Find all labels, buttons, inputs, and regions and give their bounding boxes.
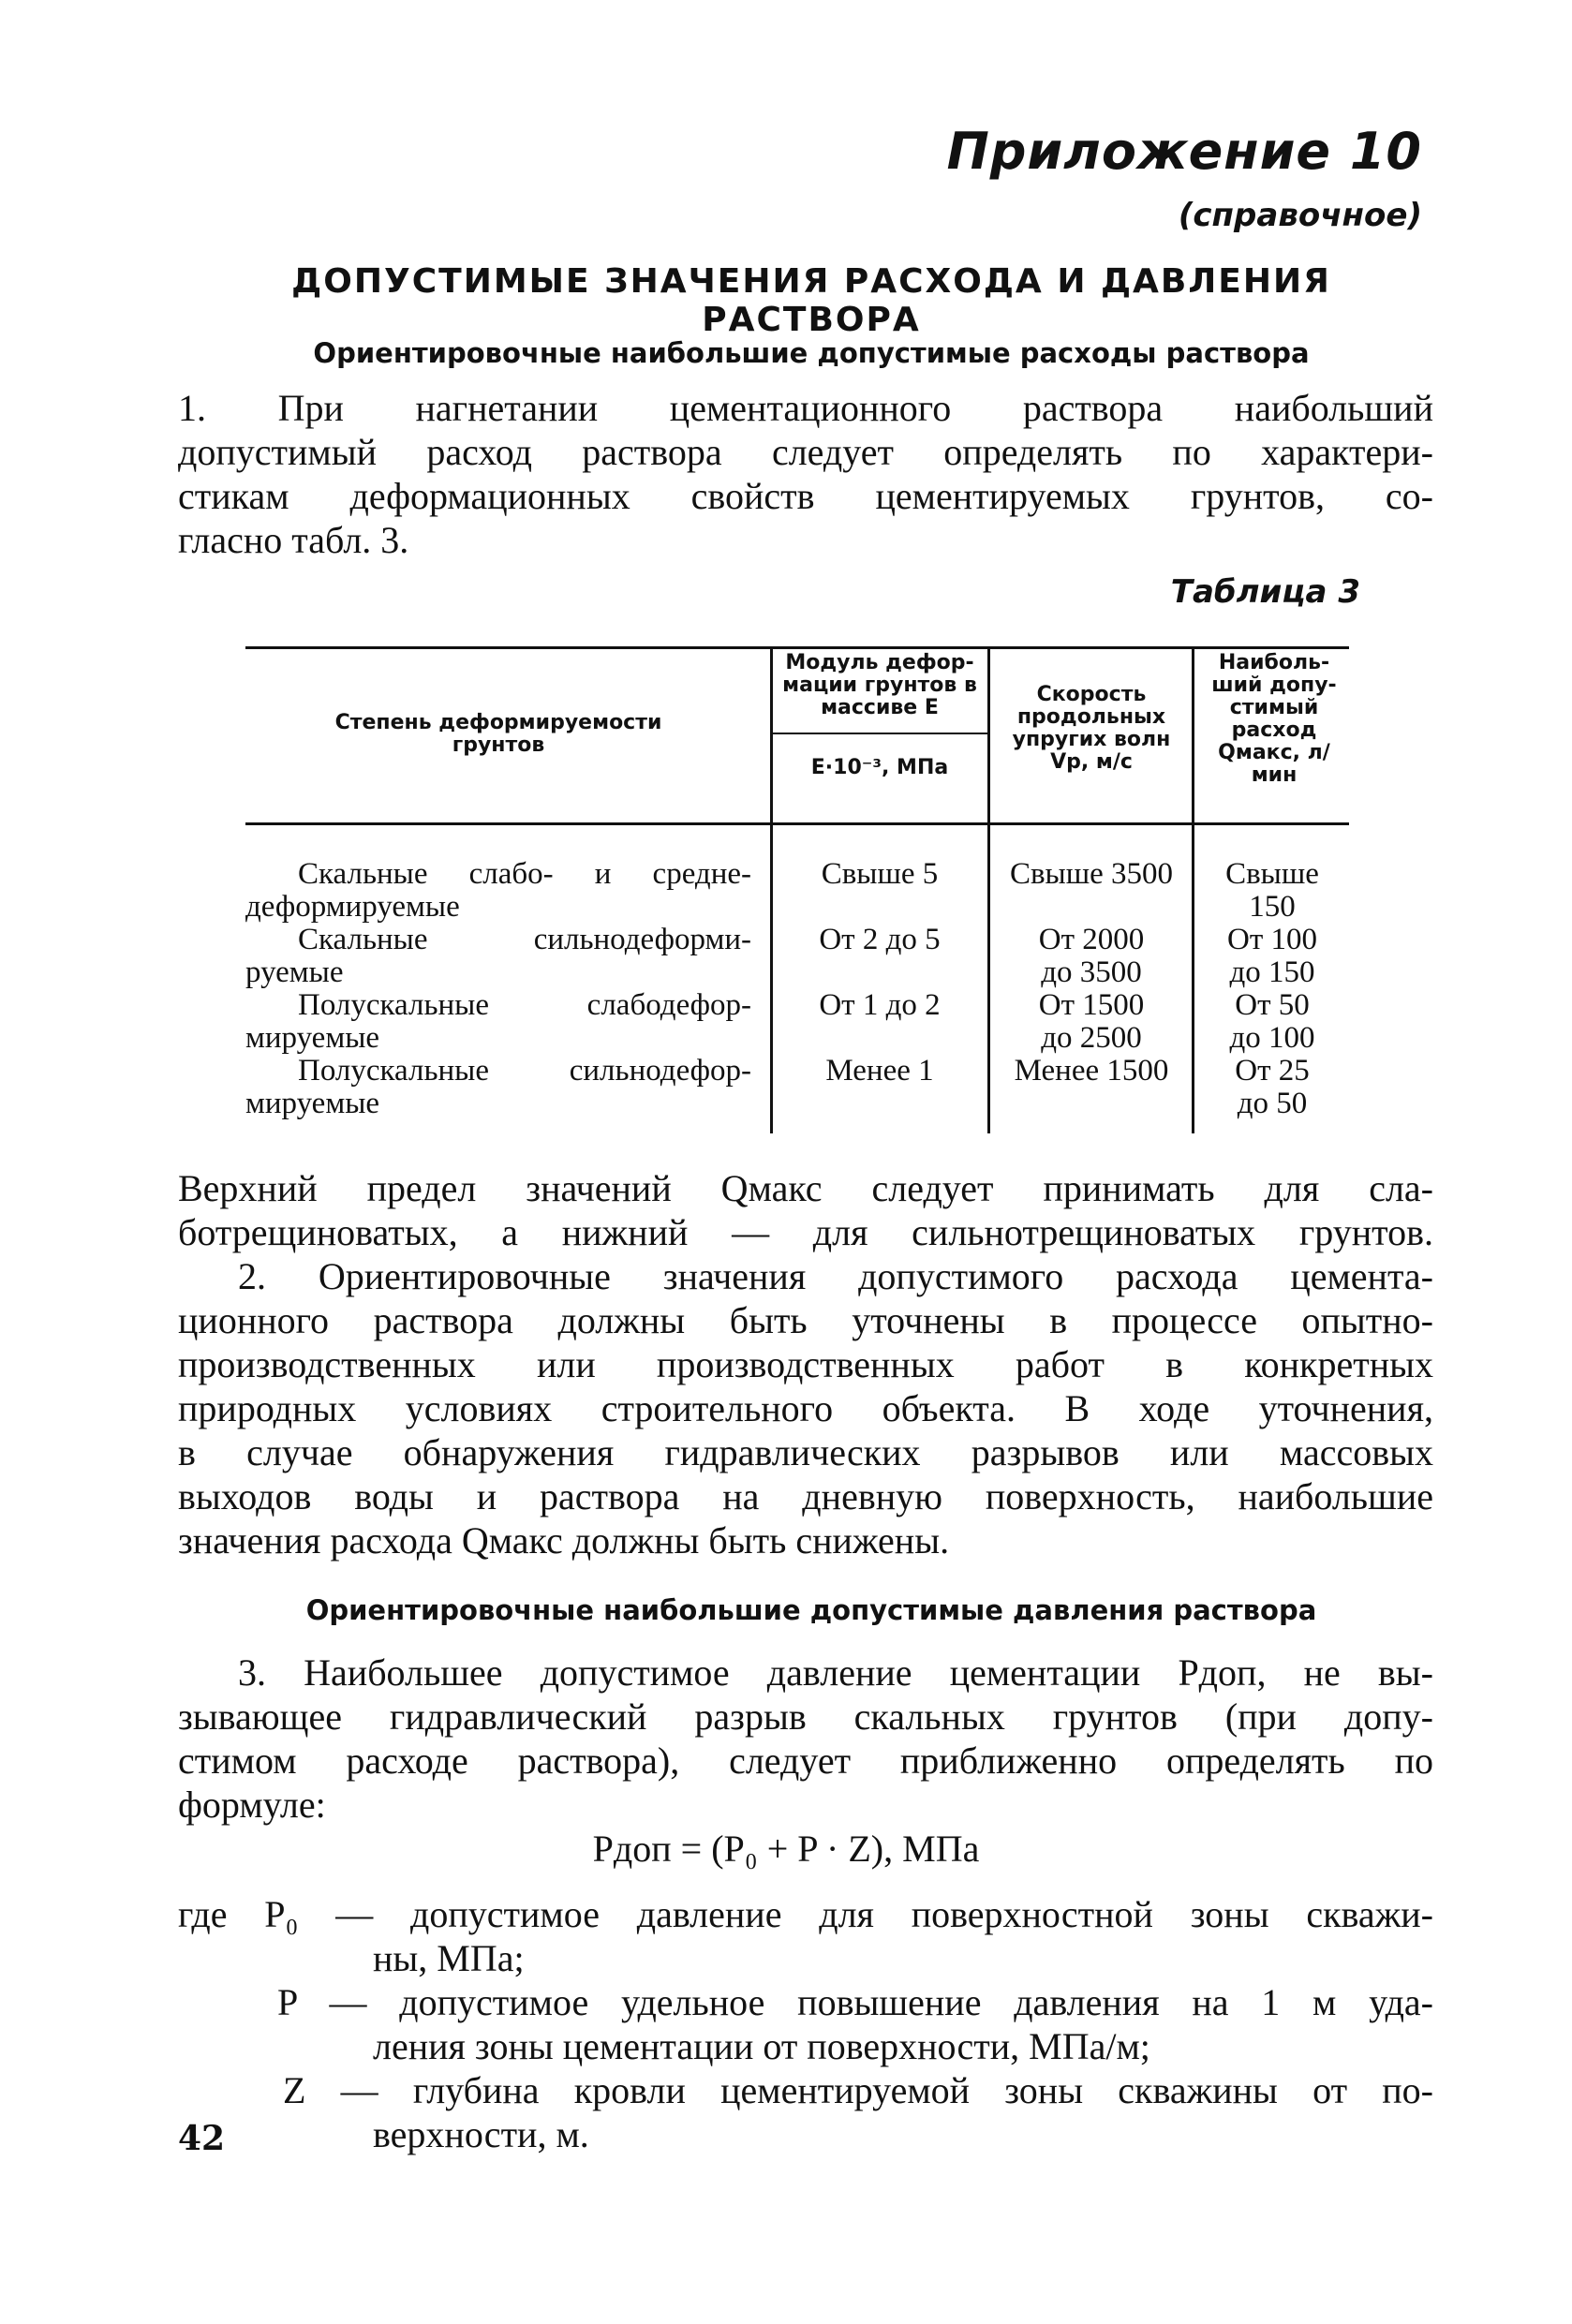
paragraph-2-line: ционного раствора должны быть уточнены в процессе опытно- xyxy=(178,1299,1433,1341)
paragraph-2-line: выходов воды и раствора на дневную поверхность, наибольшие xyxy=(178,1475,1433,1517)
soil-line: Полускальные сильнодефор- xyxy=(298,1054,751,1088)
table-col-rule xyxy=(1192,646,1194,1133)
table-caption: Таблица 3 xyxy=(1170,573,1360,611)
definition-p0 xyxy=(178,1892,1433,1980)
definitions xyxy=(178,1892,1433,2156)
velocity-line: до 3500 xyxy=(1041,955,1142,989)
flow-line: Свыше xyxy=(1225,857,1319,891)
cell-velocity xyxy=(991,924,1192,989)
velocity-line: От 1500 xyxy=(1038,988,1145,1022)
cell-modulus: Свыше 5 xyxy=(821,857,939,891)
paragraph-1-line: допустимый расход раствора следует определять по характери- xyxy=(178,431,1433,473)
paragraph-2-line: Верхний предел значений Qмакс следует принимать для сла- xyxy=(178,1167,1433,1209)
definition-line: P — допустимое удельное повышение давления на 1 м уда- xyxy=(277,1981,1433,2023)
paragraph-3-line: зывающее гидравлический разрыв скальных грунтов (при допу- xyxy=(178,1695,1433,1738)
definition-line: ления зоны цементации от поверхности, МПа/м; xyxy=(373,2025,1150,2067)
cell-modulus: От 1 до 2 xyxy=(819,988,941,1022)
paragraph-2-line: 2. Ориентировочные значения допустимого расхода цемента- xyxy=(238,1255,1433,1297)
definition-line: ны, МПа; xyxy=(373,1937,525,1979)
cell-velocity xyxy=(991,1055,1192,1088)
header-soil-deformability: Степень деформируемости грунтов xyxy=(334,711,662,757)
paragraph-1-line: стикам деформационных свойств цементируемых грунтов, со- xyxy=(178,475,1433,517)
velocity-line: до 2500 xyxy=(1041,1021,1142,1055)
definition-line: где P₀ — допустимое давление для поверхностной зоны скважи- xyxy=(178,1893,1433,1935)
cell-soil xyxy=(245,989,751,1055)
sub-heading-flow: Ориентировочные наибольшие допустимые расходы раствора xyxy=(313,337,1310,369)
flow-line: 150 xyxy=(1249,890,1296,924)
cell-velocity xyxy=(991,989,1192,1055)
flow-line: до 50 xyxy=(1237,1087,1308,1120)
cell-flow xyxy=(1195,1055,1349,1120)
pressure-formula: Pдоп = (P₀ + P · Z), МПа xyxy=(592,1828,980,1870)
sub-heading-pressure: Ориентировочные наибольшие допустимые давления раствора xyxy=(305,1594,1317,1626)
flow-line: до 100 xyxy=(1229,1021,1315,1055)
cell-modulus: Менее 1 xyxy=(825,1054,934,1088)
cell-soil xyxy=(245,924,751,989)
paragraph-3 xyxy=(178,1650,1433,1827)
soil-line: Скальные слабо- и средне- xyxy=(298,857,751,891)
flow-line: От 50 xyxy=(1235,988,1310,1022)
velocity-line: Свыше 3500 xyxy=(1009,857,1174,891)
table-subheader-rule xyxy=(772,733,989,734)
definition-z xyxy=(178,2068,1433,2156)
table-header-rule xyxy=(245,822,1349,825)
cell-velocity xyxy=(991,858,1192,891)
paragraph-3-line: 3. Наибольшее допустимое давление цементации Pдоп, не вы- xyxy=(238,1651,1433,1694)
table-col-rule xyxy=(770,646,773,1133)
velocity-line: Менее 1500 xyxy=(1014,1054,1169,1088)
cell-soil xyxy=(245,858,751,924)
header-wave-velocity: Скорость продольных упругих волн Vр, м/с xyxy=(1012,683,1171,774)
appendix-title: Приложение 10 xyxy=(946,122,1422,181)
definition-line: верхности, м. xyxy=(373,2113,589,2155)
cell-flow xyxy=(1195,924,1349,989)
header-modulus-units: E·10⁻³, МПа xyxy=(810,756,949,779)
page-number: 42 xyxy=(178,2119,226,2158)
header-max-flow: Наиболь- ший допу- стимый расход Qмакс, л/мин xyxy=(1211,651,1337,787)
soil-line: руемые xyxy=(245,955,344,989)
paragraph-1-line: гласно табл. 3. xyxy=(178,519,409,561)
flow-line: до 150 xyxy=(1229,955,1315,989)
paragraph-3-line: формуле: xyxy=(178,1784,326,1826)
soil-line: Скальные сильнодеформи- xyxy=(298,923,751,956)
cell-soil xyxy=(245,1055,751,1120)
table-top-rule xyxy=(245,646,1349,649)
paragraph-2 xyxy=(178,1166,1433,1562)
main-heading: ДОПУСТИМЫЕ ЗНАЧЕНИЯ РАСХОДА И ДАВЛЕНИЯ РАСТВОРА xyxy=(291,262,1331,339)
velocity-line: От 2000 xyxy=(1038,923,1145,956)
flow-line: От 100 xyxy=(1226,923,1317,956)
paragraph-2-line: ботрещиноватых, а нижний — для сильнотрещиноватых грунтов. xyxy=(178,1211,1433,1253)
soil-line: мируемые xyxy=(245,1021,380,1055)
definition-line: Z — глубина кровли цементируемой зоны скважины от по- xyxy=(283,2069,1433,2111)
cell-flow xyxy=(1195,858,1349,924)
soil-line: Полускальные слабодефор- xyxy=(298,988,751,1022)
header-deformation-modulus: Модуль дефор- мации грунтов в массиве E xyxy=(782,651,977,719)
paragraph-2-line: в случае обнаружения гидравлических разрывов или массовых xyxy=(178,1431,1433,1473)
flow-line: От 25 xyxy=(1235,1054,1310,1088)
cell-modulus: От 2 до 5 xyxy=(819,923,941,956)
table-col-rule xyxy=(987,646,990,1133)
data-table xyxy=(245,646,1349,1133)
paragraph-2-line: производственных или производственных работ в конкретных xyxy=(178,1343,1433,1385)
paragraph-2-line: значения расхода Qмакс должны быть снижены. xyxy=(178,1519,950,1562)
paragraph-2-line: природных условиях строительного объекта. В ходе уточнения, xyxy=(178,1387,1433,1429)
paragraph-1-line: 1. При нагнетании цементационного раствора наибольший xyxy=(178,387,1433,429)
soil-line: мируемые xyxy=(245,1087,380,1120)
cell-flow xyxy=(1195,989,1349,1055)
soil-line: деформируемые xyxy=(245,890,460,924)
paragraph-3-line: стимом расходе раствора), следует приближенно определять по xyxy=(178,1739,1433,1782)
definition-p xyxy=(178,1980,1433,2068)
appendix-note: (справочное) xyxy=(1178,197,1422,234)
paragraph-1 xyxy=(178,386,1433,562)
